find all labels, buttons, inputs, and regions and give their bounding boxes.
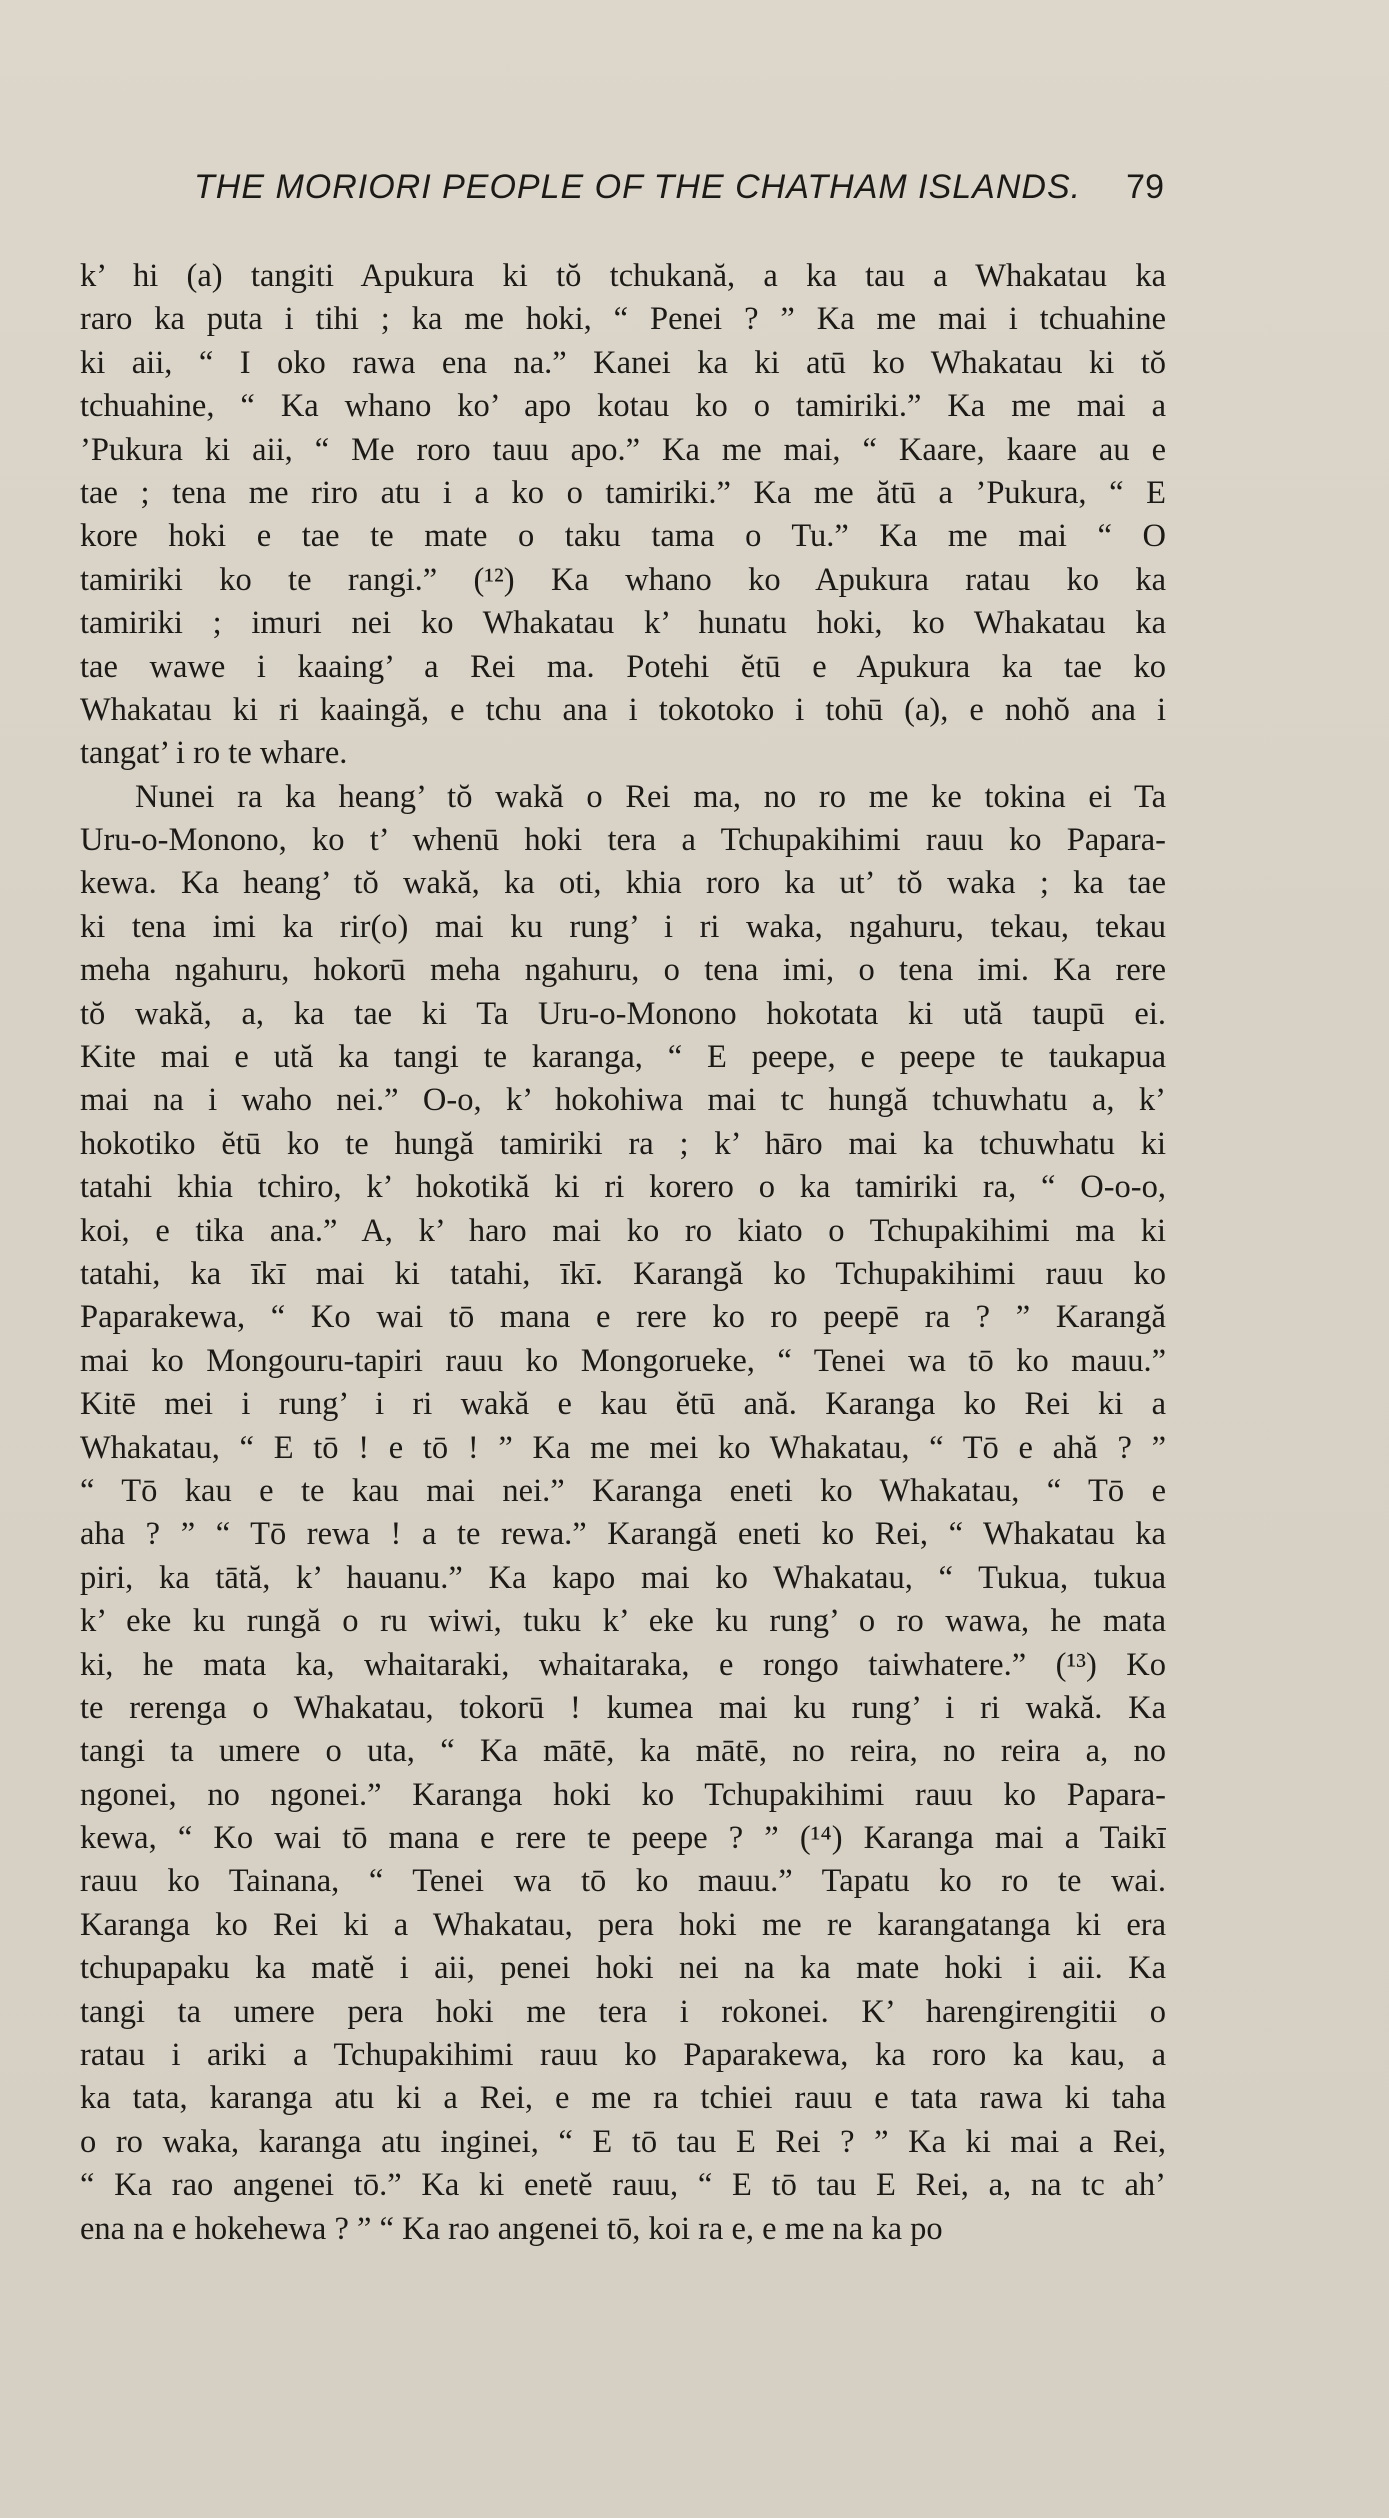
text-line: tchuahine, “ Ka whano ko’ apo kotau ko o tamiriki.” Ka me mai a xyxy=(80,388,1166,425)
text-line: tae ; tena me riro atu i a ko o tamiriki.” Ka me ătū a ’Pukura, “ E xyxy=(80,474,1166,511)
text-line: kewa, “ Ko wai tō mana e rere te peepe ? ” (¹⁴) Karanga mai a Taikī xyxy=(80,1820,1166,1857)
text-line: Whakatau, “ E tō ! e tō ! ” Ka me mei ko Whakatau, “ Tō e ahă ? ” xyxy=(80,1429,1166,1466)
text-line: Kitē mei i rung’ i ri wakă e kau ĕtū ană. Karanga ko Rei ki a xyxy=(80,1386,1166,1423)
text-line: ’Pukura ki aii, “ Me roro tauu apo.” Ka me mai, “ Kaare, kaare au e xyxy=(80,431,1166,468)
text-line: kore hoki e tae te mate o taku tama o Tu.” Ka me mai “ O xyxy=(80,518,1166,555)
text-line: hokotiko ĕtū ko te hungă tamiriki ra ; k’ hāro mai ka tchuwhatu ki xyxy=(80,1125,1166,1162)
text-line: Nunei ra ka heang’ tŏ wakă o Rei ma, no ro me ke tokina ei Ta xyxy=(135,778,1166,815)
text-line: mai na i waho nei.” O-o, k’ hokohiwa mai tc hungă tchuwhatu a, k’ xyxy=(80,1082,1166,1119)
text-line: ki, he mata ka, whaitaraki, whaitaraka, e rongo taiwhatere.” (¹³) Ko xyxy=(80,1646,1166,1683)
text-line: tatahi, ka īkī mai ki tatahi, īkī. Karangă ko Tchupakihimi rauu ko xyxy=(80,1255,1166,1292)
text-line: ratau i ariki a Tchupakihimi rauu ko Paparakewa, ka roro ka kau, a xyxy=(80,2037,1166,2074)
text-line: tchupapaku ka matĕ i aii, penei hoki nei na ka mate hoki i aii. Ka xyxy=(80,1950,1166,1987)
text-line: koi, e tika ana.” A, k’ haro mai ko ro kiato o Tchupakihimi ma ki xyxy=(80,1212,1166,1249)
paragraph xyxy=(80,255,1166,776)
text-line: tae wawe i kaaing’ a Rei ma. Potehi ĕtū e Apukura ka tae ko xyxy=(80,648,1166,685)
text-line: ka tata, karanga atu ki a Rei, e me ra tchiei rauu e tata rawa ki taha xyxy=(80,2080,1166,2117)
text-line: meha ngahuru, hokorū meha ngahuru, o tena imi, o tena imi. Ka rere xyxy=(80,952,1166,989)
text-line: ena na e hokehewa ? ” “ Ka rao angenei tō, koi ra e, e me na ka po xyxy=(80,2210,943,2247)
text-line: o ro waka, karanga atu inginei, “ E tō tau E Rei ? ” Ka ki mai a Rei, xyxy=(80,2123,1166,2160)
text-line: te rerenga o Whakatau, tokorū ! kumea mai ku rung’ i ri wakă. Ka xyxy=(80,1689,1166,1726)
text-line: k’ hi (a) tangiti Apukura ki tŏ tchukană, a ka tau a Whakatau ka xyxy=(80,258,1166,294)
text-line: k’ eke ku rungă o ru wiwi, tuku k’ eke ku rung’ o ro wawa, he mata xyxy=(80,1603,1166,1640)
text-line: Karanga ko Rei ki a Whakatau, pera hoki me re karangatanga ki era xyxy=(80,1906,1166,1943)
text-line: rauu ko Tainana, “ Tenei wa tō ko mauu.” Tapatu ko ro te wai. xyxy=(80,1863,1166,1900)
text-line: tamiriki ko te rangi.” (¹²) Ka whano ko Apukura ratau ko ka xyxy=(80,561,1166,598)
text-line: mai ko Mongouru-tapiri rauu ko Mongorueke, “ Tenei wa tō ko mauu.” xyxy=(80,1342,1166,1379)
text-line: “ Tō kau e te kau mai nei.” Karanga eneti ko Whakatau, “ Tō e xyxy=(80,1472,1166,1509)
page-header xyxy=(194,168,1164,218)
text-line: tatahi khia tchiro, k’ hokotikă ki ri korero o ka tamiriki ra, “ O-o-o, xyxy=(80,1169,1166,1206)
text-line: ki tena imi ka rir(o) mai ku rung’ i ri waka, ngahuru, tekau, tekau xyxy=(80,908,1166,945)
text-line: Kite mai e ută ka tangi te karanga, “ E peepe, e peepe te taukapua xyxy=(80,1039,1166,1076)
paragraph xyxy=(80,776,1166,2251)
text-line: “ Ka rao angenei tō.” Ka ki enetĕ rauu, “ E tō tau E Rei, a, na tc ah’ xyxy=(80,2167,1166,2204)
text-line: ngonei, no ngonei.” Karanga hoki ko Tchupakihimi rauu ko Papara- xyxy=(80,1776,1166,1813)
text-line: aha ? ” “ Tō rewa ! a te rewa.” Karangă eneti ko Rei, “ Whakatau ka xyxy=(80,1516,1166,1553)
text-line: raro ka puta i tihi ; ka me hoki, “ Penei ? ” Ka me mai i tchuahine xyxy=(80,301,1166,338)
text-line: tŏ wakă, a, ka tae ki Ta Uru-o-Mononо hokotata ki ută taupū ei. xyxy=(80,995,1166,1032)
text-line: ki aii, “ I oko rawa ena na.” Kanei ka ki atū ko Whakatau ki tŏ xyxy=(80,344,1166,381)
text-line: tangi ta umere pera hoki me tera i rokonei. K’ harengirengitii o xyxy=(80,1993,1166,2030)
running-title: THE MORIORI PEOPLE OF THE CHATHAM ISLANDS. xyxy=(194,168,1082,206)
body-text xyxy=(80,255,1166,2251)
text-line: kewa. Ka heang’ tŏ wakă, ka oti, khia roro ka ut’ tŏ waka ; ka tae xyxy=(80,865,1166,902)
text-line: Paparakewa, “ Ko wai tō mana e rere ko ro peepē ra ? ” Karangă xyxy=(80,1299,1166,1336)
text-line: Uru-o-Monono, ko t’ whenū hoki tera a Tchupakihimi rauu ko Papara- xyxy=(80,822,1166,859)
text-line: piri, ka tātă, k’ hauanu.” Ka kapo mai ko Whakatau, “ Tukua, tukua xyxy=(80,1559,1166,1596)
text-line: tamiriki ; imuri nei ko Whakatau k’ hunatu hoki, ko Whakatau ka xyxy=(80,605,1166,642)
page-number: 79 xyxy=(1126,168,1164,206)
text-line: Whakatau ki ri kaaingă, e tchu ana i tokotoko i tohū (a), e nohŏ ana i xyxy=(80,691,1166,728)
text-line: tangi ta umere o uta, “ Ka mātē, ka mātē, no reira, no reira a, no xyxy=(80,1733,1166,1770)
text-line: tangat’ i ro te whare. xyxy=(80,735,348,772)
